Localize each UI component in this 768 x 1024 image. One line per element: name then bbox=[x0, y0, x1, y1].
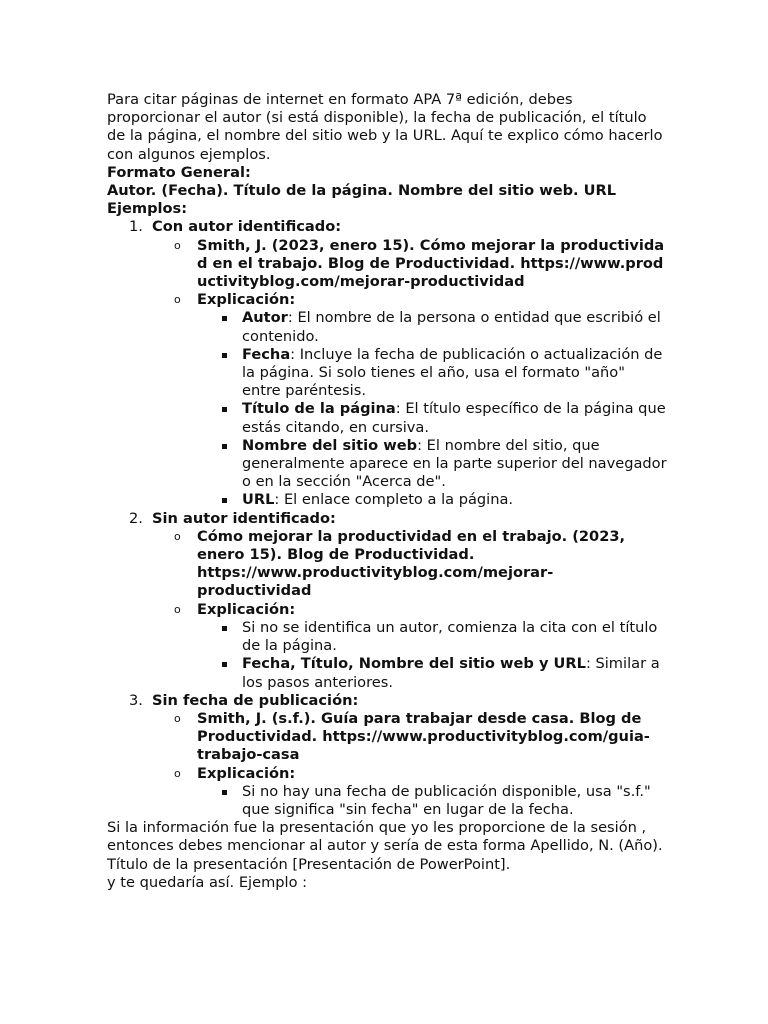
point-text: : Similar a los pasos anteriores. bbox=[242, 655, 660, 691]
explanation-point bbox=[197, 437, 667, 492]
citation-text: Cómo mejorar la productividad en el trabajo. (2023, enero 15). Blog de Productividad. https://www.productivityblog.com/mejorar-productividad bbox=[197, 527, 626, 600]
intro-paragraph: Para citar páginas de internet en formato APA 7ª edición, debes proporcionar el autor (si está disponible), la fecha de publicación, el título de la página, el nombre del sitio web y la URL. Aquí te explico cómo hacerlo con algunos ejemplos. bbox=[107, 91, 663, 163]
example-number: 2. bbox=[129, 509, 143, 527]
square-bullet-icon bbox=[222, 498, 227, 503]
example-item bbox=[107, 510, 667, 692]
explanation-label: Explicación: bbox=[197, 291, 296, 309]
example-title: Con autor identificado: bbox=[152, 218, 342, 236]
citation-text: Smith, J. (s.f.). Guía para trabajar desde casa. Blog de Productividad. https://www.productivityblog.com/guia-trabajo-casa bbox=[197, 709, 650, 764]
examples-heading: Ejemplos: bbox=[107, 200, 188, 218]
closing-line: y te quedaría así. Ejemplo : bbox=[107, 873, 308, 891]
citation-item bbox=[152, 237, 667, 292]
hollow-bullet-icon: o bbox=[174, 766, 181, 780]
example-item bbox=[107, 692, 667, 819]
point-term: Fecha, Título, Nombre del sitio web y URL bbox=[242, 655, 586, 673]
document-page bbox=[107, 91, 667, 892]
point-text: : El nombre de la persona o entidad que escribió el contenido. bbox=[242, 309, 661, 345]
hollow-bullet-icon: o bbox=[174, 529, 181, 543]
hollow-bullet-icon: o bbox=[174, 238, 181, 252]
explanation-point bbox=[197, 655, 667, 691]
square-bullet-icon bbox=[222, 407, 227, 412]
point-text: : El título específico de la página que estás citando, en cursiva. bbox=[242, 400, 666, 436]
square-bullet-icon bbox=[222, 662, 227, 667]
explanation-point bbox=[197, 346, 667, 401]
point-term: Título de la página bbox=[242, 400, 396, 418]
explanation-point bbox=[197, 491, 667, 509]
example-number: 3. bbox=[129, 691, 143, 709]
explanation-item bbox=[152, 601, 667, 692]
explanation-point bbox=[197, 783, 667, 819]
point-text: : El nombre del sitio, que generalmente aparece en la parte superior del navegador o en la sección "Acerca de". bbox=[242, 436, 667, 491]
point-term: URL bbox=[242, 491, 275, 509]
point-term: Nombre del sitio web bbox=[242, 436, 418, 454]
point-text: : El enlace completo a la página. bbox=[274, 491, 514, 509]
square-bullet-icon bbox=[222, 626, 227, 631]
point-term: Fecha bbox=[242, 345, 291, 363]
example-number: 1. bbox=[129, 218, 143, 236]
point-text: Si no hay una fecha de publicación disponible, usa "s.f." que significa "sin fecha" en lugar de la fecha. bbox=[242, 782, 651, 818]
example-title: Sin autor identificado: bbox=[152, 509, 336, 527]
citation-text: Smith, J. (2023, enero 15). Cómo mejorar la productividad en el trabajo. Blog de Productividad. https://www.productivityblog.com/mejorar-productividad bbox=[197, 236, 665, 291]
explanation-label: Explicación: bbox=[197, 600, 296, 618]
explanation-label: Explicación: bbox=[197, 764, 296, 782]
explanation-item bbox=[152, 291, 667, 509]
square-bullet-icon bbox=[222, 353, 227, 358]
square-bullet-icon bbox=[222, 316, 227, 321]
citation-item bbox=[152, 710, 667, 765]
square-bullet-icon bbox=[222, 790, 227, 795]
square-bullet-icon bbox=[222, 444, 227, 449]
point-text: : Incluye la fecha de publicación o actualización de la página. Si solo tienes el año, usa el formato "año" entre paréntesis. bbox=[242, 345, 663, 400]
point-text: Si no se identifica un autor, comienza la cita con el título de la página. bbox=[242, 618, 658, 655]
hollow-bullet-icon: o bbox=[174, 711, 181, 725]
explanation-point bbox=[197, 619, 667, 655]
explanation-point bbox=[197, 400, 667, 436]
example-item bbox=[107, 218, 667, 509]
examples-list bbox=[107, 218, 667, 819]
example-title: Sin fecha de publicación: bbox=[152, 691, 359, 709]
hollow-bullet-icon: o bbox=[174, 293, 181, 307]
general-format-heading: Formato General: bbox=[107, 163, 251, 181]
point-term: Autor bbox=[242, 309, 288, 327]
closing-paragraph: Si la información fue la presentación que yo les proporcione de la sesión , entonces debes mencionar al autor y sería de esta forma Apellido, N. (Año). Título de la presentación [Presentación de PowerPoint]. bbox=[107, 819, 663, 873]
hollow-bullet-icon: o bbox=[174, 602, 181, 616]
explanation-item bbox=[152, 765, 667, 820]
general-format-pattern: Autor. (Fecha). Título de la página. Nombre del sitio web. URL bbox=[107, 182, 617, 200]
citation-item bbox=[152, 528, 667, 601]
explanation-point bbox=[197, 309, 667, 345]
